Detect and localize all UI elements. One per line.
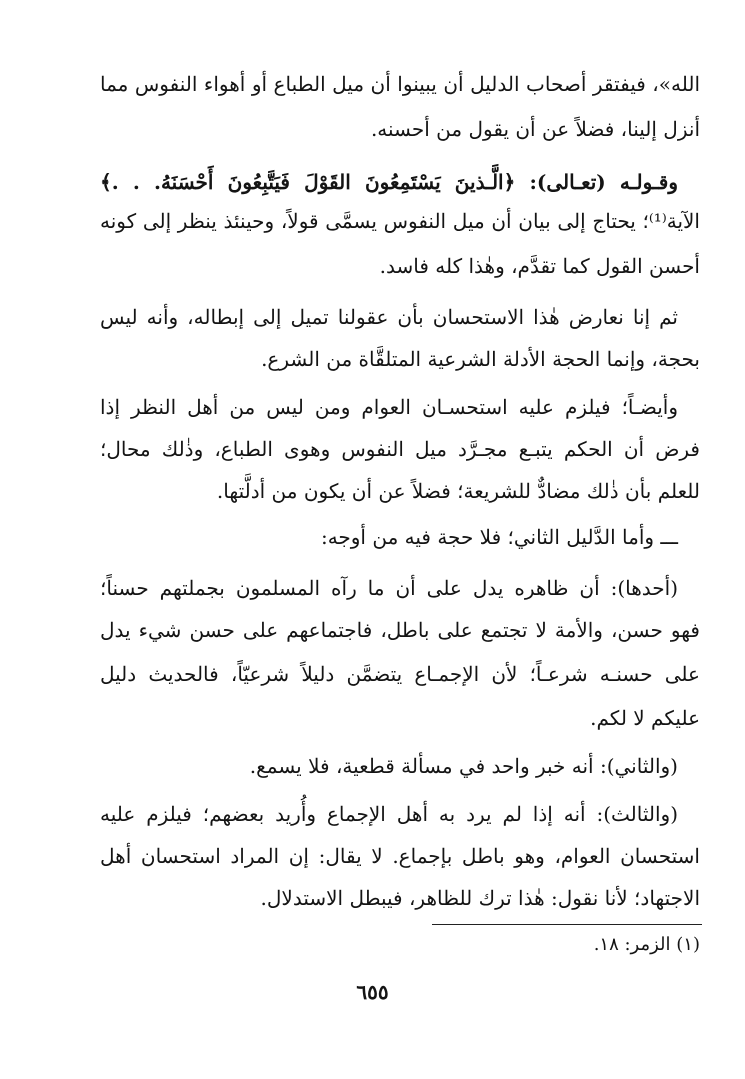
text-line-6: ثم إنا نعارض هٰذا الاستحسان بأن عقولنا تميل إلى إبطاله، وأنه ليس [100,305,679,329]
text-line-16: (والثاني): أنه خبر واحد في مسألة قطعية، فلا يسمع. [249,754,678,778]
text-line-2: أنزل إلينا، فضلاً عن أن يقول من أحسنه. [370,117,700,141]
page-number: ٦٥٥ [356,980,389,1004]
text-line-13: فهو حسن، والأمة لا تجتمع على باطل، فاجتماعهم على حسن شيء يدل [100,618,700,642]
text-line-14: على حسنـه شرعـاً؛ لأن الإجمـاع يتضمَّن دليلاً شرعيّاً، فالحديث دليل [100,662,700,686]
text-line-12: (أحدها): أن ظاهره يدل على أن ما رآه المسلمون بجملتهم حسناً؛ [100,576,678,600]
text-line-15: عليكم لا لكم. [590,706,700,730]
footnote: (١) الزمر: ١٨. [593,934,700,955]
text-line-9: فرض أن الحكم يتبـع مجـرَّد ميل النفوس وهوى الطباع، وذٰلك محال؛ [100,437,700,461]
text-line-18: استحسان العوام، وهو باطل بإجماع. لا يقال: إن المراد استحسان أهل [100,844,700,868]
text-line-10: للعلم بأن ذٰلك مضادٌّ للشريعة؛ فضلاً عن أن يكون من أدلَّتها. [216,479,700,503]
text-line-3-quran-verse: وقـولـه (تعـالى): ﴿الَّـذينَ يَسْتَمِعُونَ القَوْلَ فَيَتَّبِعُونَ أَحْسَنَهُ. . .﴾ [100,170,678,194]
text-line-1: الله»، فيفتقر أصحاب الدليل أن يبينوا أن ميل الطباع أو أهواء النفوس مما [100,72,700,96]
text-line-8: وأيضـاً؛ فيلزم عليه استحسـان العوام ومن ليس من أهل النظر إذا [100,395,678,419]
text-line-5: أحسن القول كما تقدَّم، وهٰذا كله فاسد. [379,254,700,278]
text-line-7: بحجة، وإنما الحجة الأدلة الشرعية المتلقَّاة من الشرع. [261,347,700,371]
text-line-19: الاجتهاد؛ لأنا نقول: هٰذا ترك للظاهر، فيبطل الاستدلال. [260,886,700,910]
footnote-divider [432,924,702,925]
text-line-4: الآية⁽¹⁾؛ يحتاج إلى بيان أن ميل النفوس يسمَّى قولاً، وحينئذ ينظر إلى كونه [100,209,700,233]
text-line-17: (والثالث): أنه إذا لم يرد به أهل الإجماع وأُريد بعضهم؛ فيلزم عليه [100,802,678,826]
text-line-11: ـــ وأما الدَّليل الثاني؛ فلا حجة فيه من أوجه: [320,525,678,549]
